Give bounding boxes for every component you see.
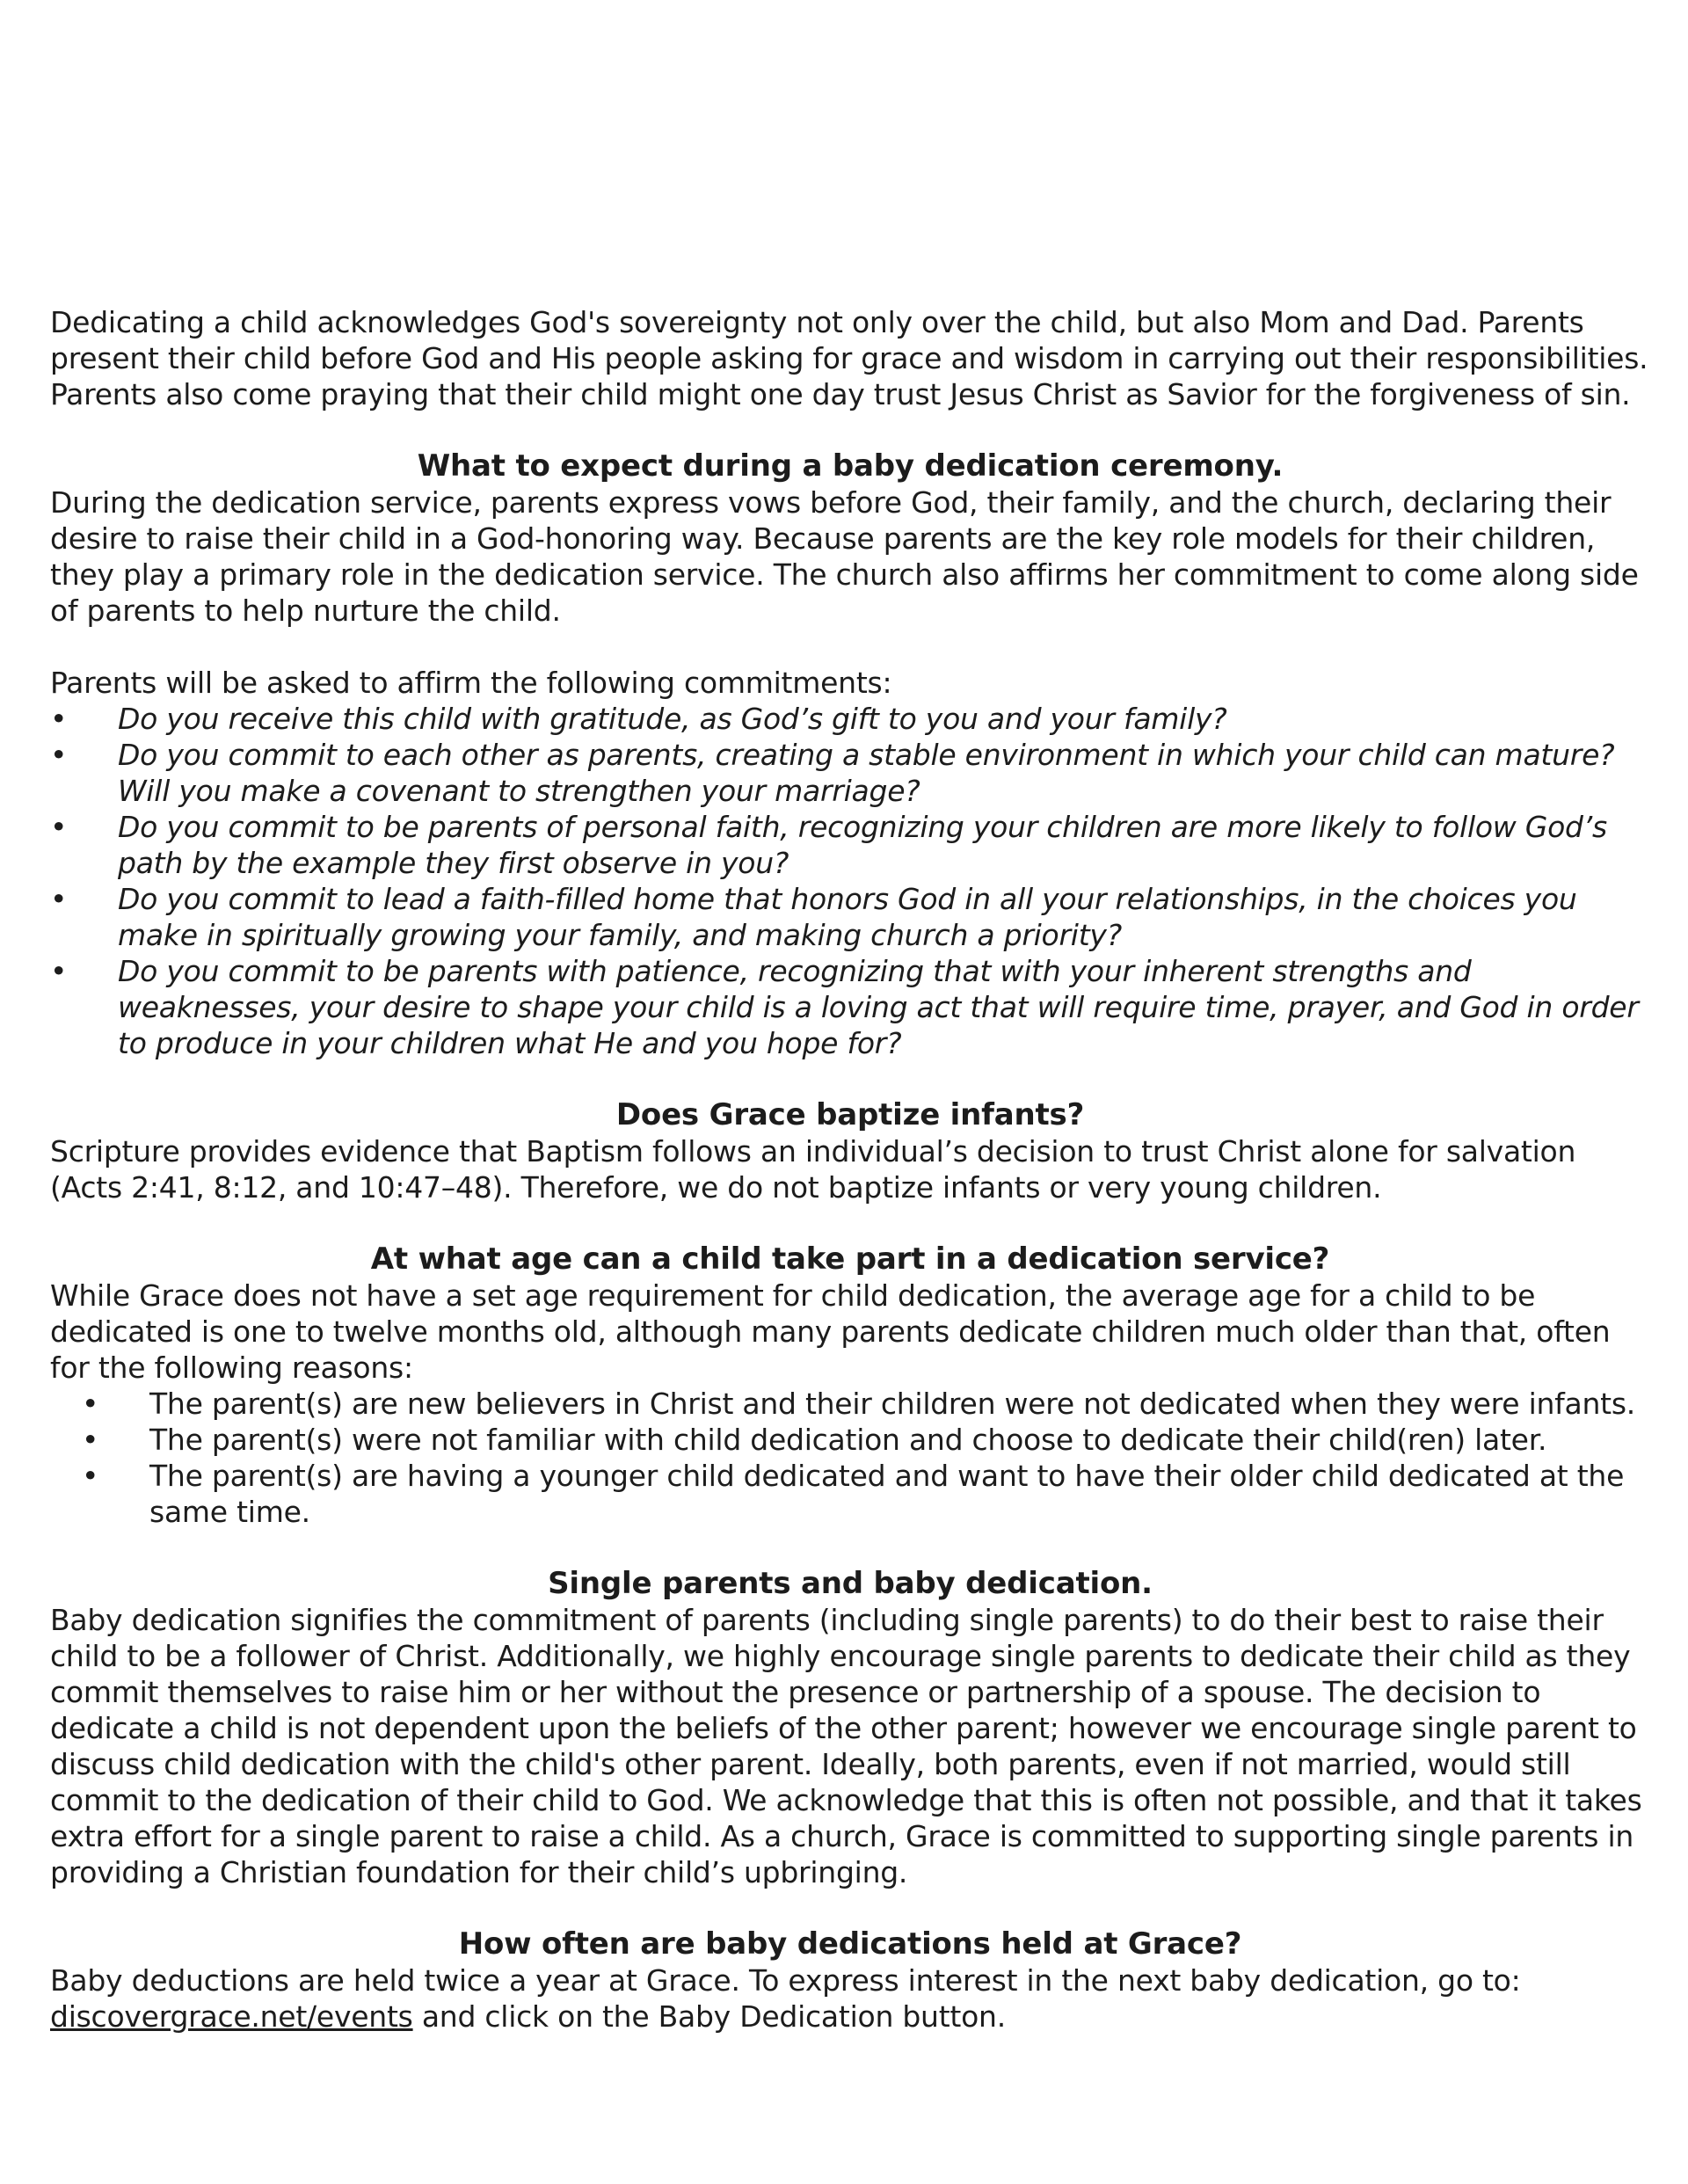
- events-link[interactable]: discovergrace.net/events: [50, 1999, 413, 2034]
- list-item: [50, 1458, 1650, 1530]
- list-item: [50, 953, 1650, 1061]
- list-item-text: The parent(s) were not familiar with child dedication and choose to dedicate their child(ren) later.: [149, 1423, 1547, 1457]
- bullet-icon: •: [50, 954, 68, 988]
- list-item: [50, 1422, 1650, 1458]
- bullet-icon: •: [50, 810, 68, 844]
- intro-paragraph: Dedicating a child acknowledges God's sovereignty not only over the child, but also Mom and Dad. Parents present their child before God and His people asking for grace and wisdom in carrying out their responsibilities. Parents also come praying that their child might one day trust Jesus Christ as Savior for the forgiveness of sin.: [50, 305, 1648, 411]
- commitments-intro: Parents will be asked to affirm the following commitments:: [50, 666, 892, 700]
- list-item: [50, 1386, 1650, 1422]
- frequency-text-after: and click on the Baby Dedication button.: [412, 1999, 1006, 2034]
- section-heading-frequency: How often are baby dedications held at Grace?: [458, 1926, 1242, 1962]
- bullet-icon: •: [82, 1387, 99, 1421]
- ceremony-paragraph: During the dedication service, parents express vows before God, their family, and the church, declaring their desire to raise their child in a God-honoring way. Because parents are the key role models for their children, they play a primary role in the dedication service. The church also affirms her commitment to come along side of parents to help nurture the child.: [50, 485, 1639, 628]
- list-item-text: Do you commit to be parents with patience, recognizing that with your inherent strengths and weaknesses, your desire to shape your child is a loving act that will require time, prayer, and God in order to produce in your children what He and you hope for?: [118, 954, 1639, 1060]
- list-item-text: Do you commit to each other as parents, creating a stable environment in which your child can mature? Will you make a covenant to strengthen your marriage?: [118, 738, 1615, 808]
- list-item: [50, 701, 1650, 737]
- baptism-paragraph: Scripture provides evidence that Baptism follows an individual’s decision to trust Christ alone for salvation (Acts 2:41, 8:12, and 10:47–48). Therefore, we do not baptize infants or very young children.: [50, 1134, 1576, 1205]
- bullet-icon: •: [50, 738, 68, 772]
- frequency-text-before: Baby deductions are held twice a year at Grace. To express interest in the next baby dedication, go to:: [50, 1963, 1521, 1998]
- section-heading-age: At what age can a child take part in a dedication service?: [370, 1241, 1330, 1277]
- list-item-text: Do you receive this child with gratitude, as God’s gift to you and your family?: [118, 702, 1227, 736]
- list-item-text: The parent(s) are having a younger child dedicated and want to have their older child dedicated at the same time.: [149, 1459, 1625, 1529]
- section-heading-baptism: Does Grace baptize infants?: [615, 1097, 1085, 1132]
- bullet-icon: •: [50, 702, 68, 736]
- list-item-text: The parent(s) are new believers in Christ and their children were not dedicated when they were infants.: [149, 1387, 1636, 1421]
- bullet-icon: •: [50, 882, 68, 916]
- list-item-text: Do you commit to lead a faith-filled home that honors God in all your relationships, in the choices you make in spiritually growing your family, and making church a priority?: [118, 882, 1577, 952]
- list-item: [50, 737, 1650, 809]
- frequency-paragraph: [50, 1962, 1650, 2035]
- section-heading-single-parents: Single parents and baby dedication.: [548, 1566, 1153, 1601]
- list-item: [50, 881, 1650, 953]
- list-item-text: Do you commit to be parents of personal faith, recognizing your children are more likely to follow God’s path by the example they first observe in you?: [118, 810, 1607, 880]
- section-heading-ceremony: What to expect during a baby dedication ceremony.: [417, 448, 1284, 484]
- bullet-icon: •: [82, 1423, 99, 1457]
- document-page: [50, 304, 1650, 2035]
- bullet-icon: •: [82, 1459, 99, 1493]
- commitments-list: [50, 701, 1650, 1061]
- reasons-list: [50, 1386, 1650, 1530]
- list-item: [50, 809, 1650, 881]
- single-parents-paragraph: Baby dedication signifies the commitment of parents (including single parents) to do their best to raise their child to be a follower of Christ. Additionally, we highly encourage single parents to dedicate their child as they commit themselves to raise him or her without the presence or partnership of a spouse. The decision to dedicate a child is not dependent upon the beliefs of the other parent; however we encourage single parent to discuss child dedication with the child's other parent. Ideally, both parents, even if not married, would still commit to the dedication of their child to God. We acknowledge that this is often not possible, and that it takes extra effort for a single parent to raise a child. As a church, Grace is committed to supporting single parents in providing a Christian foundation for their child’s upbringing.: [50, 1603, 1642, 1889]
- age-paragraph: While Grace does not have a set age requirement for child dedication, the average age for a child to be dedicated is one to twelve months old, although many parents dedicate children much older than that, often for the following reasons:: [50, 1278, 1611, 1385]
